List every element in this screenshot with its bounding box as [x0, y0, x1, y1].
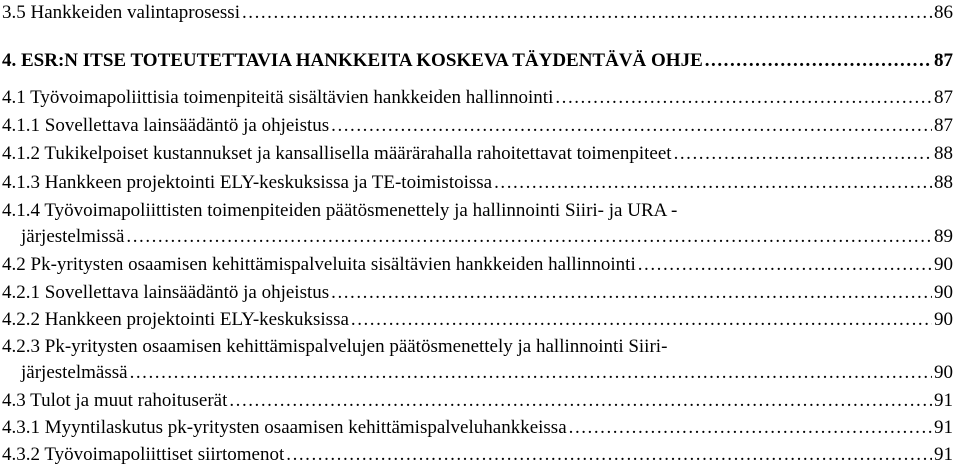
toc-entry-text: 4.3 Tulot ja muut rahoituserät: [2, 390, 228, 411]
toc-entry-page: 88: [934, 172, 953, 193]
dot-leader: [674, 140, 932, 168]
toc-entry-text: 4.2 Pk-yritysten osaamisen kehittämispalveluita sisältävien hankkeiden hallinnointi: [2, 254, 636, 275]
toc-entry-4-3[interactable]: [2, 387, 953, 415]
toc-entry-4-2-1[interactable]: [2, 279, 953, 307]
toc-entry-text: 4.2.3 Pk-yritysten osaamisen kehittämispalvelujen päätösmenettely ja hallinnointi Siiri-: [2, 336, 668, 357]
toc-entry-text: 4. ESR:N ITSE TOTEUTETTAVIA HANKKEITA KOSKEVA TÄYDENTÄVÄ OHJE: [2, 50, 703, 71]
toc-entry-3-5[interactable]: [2, 0, 953, 27]
toc-entry-text: 4.1 Työvoimapoliittisia toimenpiteitä sisältävien hankkeiden hallinnointi: [2, 87, 554, 108]
dot-leader: [242, 0, 932, 27]
toc-entry-4-2-3-line1[interactable]: [2, 333, 953, 361]
toc-entry-4-1[interactable]: [2, 84, 953, 112]
dot-leader: [331, 112, 932, 140]
toc-entry-page: 90: [934, 254, 953, 275]
toc-entry-page: 88: [934, 143, 953, 164]
toc-entry-text: 4.1.3 Hankkeen projektointi ELY-keskuksissa ja TE-toimistoissa: [2, 172, 493, 193]
toc-entry-4-1-3[interactable]: [2, 169, 953, 197]
toc-entry-text: järjestelmässä: [21, 362, 128, 383]
toc-entry-text: 4.2.2 Hankkeen projektointi ELY-keskuksissa: [2, 309, 349, 330]
toc-entry-text: 4.2.1 Sovellettava lainsäädäntö ja ohjeistus: [2, 282, 330, 303]
toc-entry-4-1-2[interactable]: [2, 140, 953, 168]
toc-entry-4[interactable]: [2, 47, 953, 75]
dot-leader: [130, 359, 932, 387]
toc-entry-4-2-2[interactable]: [2, 306, 953, 334]
toc-entry-text: järjestelmissä: [21, 226, 125, 247]
dot-leader: [555, 84, 932, 112]
toc-entry-text: 4.3.2 Työvoimapoliittiset siirtomenot: [2, 444, 285, 465]
dot-leader: [126, 223, 932, 251]
toc-entry-4-2-3-line2[interactable]: [21, 359, 953, 387]
dot-leader: [705, 47, 932, 75]
toc-entry-page: 89: [934, 226, 953, 247]
toc-entry-page: 90: [934, 309, 953, 330]
toc-entry-text: 4.3.1 Myyntilaskutus pk-yritysten osaamisen kehittämispalveluhankkeissa: [2, 417, 567, 438]
toc-entry-4-1-4-line1[interactable]: [2, 197, 953, 225]
toc-entry-page: 91: [934, 444, 953, 465]
dot-leader: [351, 306, 932, 334]
toc-entry-page: 91: [934, 417, 953, 438]
dot-leader: [331, 279, 932, 307]
toc-entry-page: 90: [934, 362, 953, 383]
toc-entry-text: 3.5 Hankkeiden valintaprosessi: [2, 2, 240, 23]
dot-leader: [286, 441, 932, 469]
toc-entry-text: 4.1.4 Työvoimapoliittisten toimenpiteiden päätösmenettely ja hallinnointi Siiri- ja URA -: [2, 200, 678, 221]
toc-entry-page: 91: [934, 390, 953, 411]
toc-entry-4-1-4-line2[interactable]: [21, 223, 953, 251]
toc-entry-page: 87: [934, 50, 953, 71]
toc-entry-4-3-1[interactable]: [2, 414, 953, 442]
toc-entry-page: 90: [934, 282, 953, 303]
dot-leader: [638, 251, 932, 279]
toc-entry-text: 4.1.2 Tukikelpoiset kustannukset ja kansallisella määrärahalla rahoitettavat toimenpiteet: [2, 143, 672, 164]
toc-entry-4-1-1[interactable]: [2, 112, 953, 140]
toc-entry-4-2[interactable]: [2, 251, 953, 279]
toc-entry-text: 4.1.1 Sovellettava lainsäädäntö ja ohjeistus: [2, 115, 330, 136]
toc-entry-page: 87: [934, 87, 953, 108]
dot-leader: [229, 387, 932, 415]
dot-leader: [494, 169, 932, 197]
toc-entry-page: 86: [934, 2, 953, 23]
toc-entry-4-3-2[interactable]: [2, 441, 953, 469]
toc-entry-page: 87: [934, 115, 953, 136]
dot-leader: [569, 414, 932, 442]
